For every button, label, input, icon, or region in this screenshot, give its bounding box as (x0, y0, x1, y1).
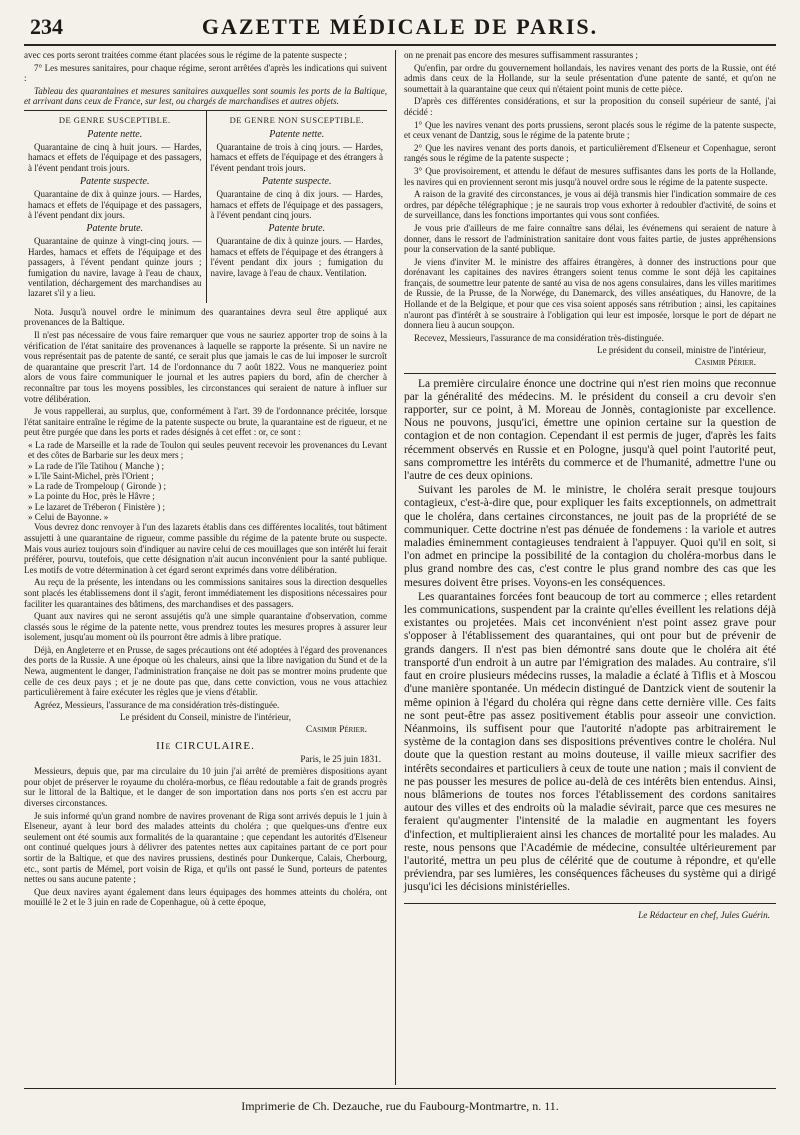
paragraph: avec ces ports seront traitées comme étant placées sous le régime de la patente suspecte ; (24, 50, 347, 60)
paragraph: Vous devrez donc renvoyer à l'un des lazarets établis dans ces différentes localités, tout bâtiment assujetti à une quarantaine de rigueur, comme passible du régime de la patente brute ou suspecte. Mais vous auriez toujours soin d'indiquer au navire celui de ces mouillages que son intérêt lui ferait préférer, pourvu, toutefois, que cette désignation n'ait aucun inconvénient pour la santé publique. Les motifs de votre détermination à cet égard seront exprimés dans votre délibération. (24, 522, 387, 575)
paragraph: Agréez, Messieurs, l'assurance de ma considération très-distinguée. (34, 699, 280, 710)
paragraph: 1° Que les navires venant des ports prussiens, seront placés sous le régime de la patente suspecte, et ceux venant de Dantzig, sous le régime de la patente brute ; (404, 119, 776, 141)
paragraph: La première circulaire énonce une doctrine qui n'est rien moins que reconnue par la généralité des médecins. M. le président du conseil a cru devoir s'en rapporter, sur ce point, à M. Moreau de Jonnès, contagioniste par excellence. Nous ne pouvons, jusqu'ici, émettre une opinion certaine sur la question de contagion et de non contagion. Cependant il est permis de juger, d'après les faits récemment observés en Russie et en Pologne, jusqu'à quel point l'autorité peut, sans compromettre les intérêts du commerce et de l'humanité, admettre l'une ou l'autre de ces deux opinions. (404, 377, 776, 483)
circular-date: Paris, le 25 juin 1831. (300, 753, 381, 764)
signature-title: Le président du conseil, ministre de l'intérieur, (597, 345, 766, 356)
paragraph: 7° Les mesures sanitaires, pour chaque régime, seront arrêtées d'après les indications qui suivent : (24, 62, 387, 84)
paragraph: on ne prenait pas encore des mesures suffisamment rassurantes ; (404, 50, 638, 60)
paragraph: Suivant les paroles de M. le ministre, le choléra serait presque toujours contagieux, c'est-à-dire que, pour expliquer les faits exceptionnels, on admettrait que le choléra, dans certaines circonstances, ne jouit pas de la propriété de se communiquer. Cette doctrine n'est pas dénuée de fondemens : la variole et autres maladies éminemment contagieuses tendraient à l'appuyer. Quoi qu'il en soit, si l'on admet en principe la possibilité de la contagion du choléra-morbus dans le plus grand nombre des cas, c'est contre le plus grand nombre des cas que les mesures doivent être prises. Voyons-en les conséquences. (404, 484, 776, 589)
table-header: DE GENRE SUSCEPTIBLE. (58, 114, 171, 125)
page-number: 234 (30, 14, 63, 39)
paragraph: Quant aux navires qui ne seront assujétis qu'à une simple quarantaine d'observation, comme classés sous le régime de la patente nette, vous prendrez toutes les mesures propres à assurer leur isolement, jusqu'au moment où ils pourront être admis à libre pratique. (24, 611, 387, 643)
table-cell: Quarantaine de trois à cinq jours. — Hardes, hamacs et effets de l'équipage et des étrangers à l'évent pendant trois jours. (210, 141, 383, 173)
table-subheader: Patente suspecte. (80, 176, 150, 188)
table-cell: Quarantaine de dix à quinze jours. — Hardes, hamacs et effets de l'équipage et des étrangers à l'évent pendant dix jours ; fumigation du navire, lavage à l'eau de chaux. Ventilation. (210, 236, 383, 278)
editor-signature-block (404, 903, 776, 921)
table-column-susceptible (24, 111, 206, 303)
journal-title: GAZETTE MÉDICALE DE PARIS. (201, 14, 599, 39)
table-subheader: Patente nette. (269, 128, 325, 140)
paragraph: Je vous rappellerai, au surplus, que, conformément à l'art. 39 de l'ordonnance précitée, lorsque l'état sanitaire entraîne le régime de la patente suspecte ou brute, la quarantaine est de rigueur, et ne peut être purgée que dans les ports et rades désignés à cet effet : or, ce sont : (24, 406, 387, 438)
editor-signature: Le Rédacteur en chef, Jules Guérin. (638, 909, 770, 920)
quote-line: » La rade de l'île Tatihou ( Manche ) ; (28, 460, 165, 471)
columns (24, 50, 776, 1085)
table-subheader: Patente brute. (86, 223, 144, 235)
table-cell: Quarantaine de cinq à dix jours. — Hardes, hamacs et effets de l'équipage et des passagers, à l'évent pendant cinq jours. (210, 189, 383, 220)
table-subheader: Patente suspecte. (262, 176, 332, 188)
table-header: DE GENRE NON SUSCEPTIBLE. (229, 114, 364, 125)
editorial-commentary (404, 378, 776, 895)
right-column (396, 50, 776, 1085)
left-column (24, 50, 396, 1085)
page-header (24, 10, 776, 46)
table-cell: Quarantaine de quinze à vingt-cinq jours. — Hardes, hamacs et effets de l'équipage et des passagers, à l'évent pendant quinze jours ; fumigation du navire, lavage à l'eau de chaux, ventilation, déchargement des marchandises au lazaret s'il y a lieu. (28, 236, 202, 299)
quarantine-table (24, 110, 387, 303)
signature-name: Casimir Périer. (305, 725, 367, 736)
quote-line: » Le lazaret de Tréberon ( Finistère ) ; (28, 501, 165, 512)
paragraph: Nota. Jusqu'à nouvel ordre le minimum des quarantaines devra seul être appliqué aux provenances de la Baltique. (24, 306, 387, 328)
paragraph: Je vous prie d'ailleurs de me faire connaître sans délai, les événemens qui seraient de nature à donner, dans le ressort de l'administration sanitaire dont vous faites partie, de justes appréhensions pour la conservation de la santé publique. (404, 222, 776, 255)
table-subheader: Patente nette. (87, 128, 143, 140)
paragraph: Je viens d'inviter M. le ministre des affaires étrangères, à donner des instructions pour que dorénavant les capitaines des navires étrangers soient tenus comme le sont déjà les capitaines français, de soumettre leur patente de santé au visa de nos agens consulaires, dans les villes maritimes de Russie, de la Prusse, de la Norwége, du Danemarck, des villes anséatiques, du Hanovre, de la Hollande et de la Belgique, et pour que ces visa soient apposés sans rétribution ; ainsi, les capitaines n'auront pas d'intérêt à se soustraire à l'obligation qui leur est imposée, lorsque le port de départ ne donnera lieu à aucun soupçon. (404, 256, 776, 331)
printer-footer: Imprimerie de Ch. Dezauche, rue du Faubourg-Montmartre, n. 11. (24, 1088, 776, 1114)
paragraph: A raison de la gravité des circonstances, je vous ai déjà transmis hier l'indication sommaire de ces ordres, par dépêche télégraphique ; je ne saurais trop vous exhorter à redoubler d'activité, de soins et de surveillance, dans les fonctions importantes qui vous sont confiées. (404, 189, 776, 221)
table-subheader: Patente brute. (268, 223, 326, 235)
signature-title: Le président du Conseil, ministre de l'intérieur, (120, 712, 291, 723)
table-cell: Quarantaine de cinq à huit jours. — Hardes, hamacs et effets de l'équipage et des passagers, à l'évent pendant trois jours. (28, 141, 202, 173)
table-column-non-susceptible (206, 111, 388, 303)
paragraph: Qu'enfin, par ordre du gouvernement hollandais, les navires venant des ports de la Russie, ont été admis dans ceux de la Hollande, sur la seule présentation d'une patente de santé, et qu'on ne soumettait à la quarantaine que ceux qui n'étaient point munis de cette pièce. (404, 62, 776, 94)
paragraph: D'après ces différentes considérations, et sur la proposition du conseil supérieur de santé, j'ai décidé : (404, 96, 776, 117)
divider (404, 373, 776, 374)
paragraph: Il n'est pas nécessaire de vous faire remarquer que vous ne sauriez apporter trop de soins à la vérification de l'état sanitaire des provenances à laquelle se rapporte la présente. Si un navire ne vous représentait pas de patente de santé, ce serait plus que jamais le cas de lui imposer le surcroît de quarantaine que prescrit l'art. 14 de l'ordonnance du 7 août 1822. Vous ne manqueriez point alors de vous faire communiquer le journal et les autres papiers du bord, afin de chercher à reconnaître par tous les moyens possibles, les circonstances qui seraient de nature à influer sur votre délibération. (24, 330, 387, 404)
paragraph: 2° Que les navires venant des ports danois, et particulièrement d'Elseneur et Copenhague, seront rangés sous le régime de la patente suspecte ; (404, 142, 776, 164)
signature-name: Casimir Périer. (694, 358, 756, 369)
paragraph: Recevez, Messieurs, l'assurance de ma considération très-distinguée. (414, 332, 664, 343)
quote-line: » La rade de Trompeloup ( Gironde ) ; (28, 481, 166, 492)
circular-title: IIe CIRCULAIRE. (156, 739, 255, 752)
paragraph: Messieurs, depuis que, par ma circulaire du 10 juin j'ai arrêté de premières dispositions ayant pour objet de préserver le royaume du choléra-morbus, ce fléau redoutable a fait de grands progrès sur le littoral de la Baltique, et le danger de son importation dans nos ports s'en est accru par diverses circonstances. (24, 766, 387, 808)
quote-line: » Celui de Bayonne. » (28, 512, 109, 523)
paragraph: 3° Que provisoirement, et attendu le défaut de mesures suffisantes dans les ports de la Hollande, les navires qui en proviennent seront mis jusqu'à nouvel ordre sous le régime de la patente suspecte. (404, 165, 776, 187)
paragraph: Au reçu de la présente, les intendans ou les commissions sanitaires sous la direction desquelles sont placés les établissemens dont il s'agit, feront immédiatement les dispositions nécessaires pour faciliter les quarantaines des bâtimens, des marchandises et des passagers. (24, 577, 387, 609)
paragraph: Que deux navires ayant également dans leurs équipages des hommes atteints du choléra, ont mouillé le 2 et le 3 juin en rade de Copenhague, où à cette époque, (24, 886, 387, 908)
quote-line: » La pointe du Hoc, près le Hâvre ; (28, 491, 155, 502)
paragraph: Je suis informé qu'un grand nombre de navires provenant de Riga sont arrivés depuis le 1 juin à Elseneur, ayant à leur bord des malades atteints du choléra ; que quelques-uns d'entre eux seulement ont été soumis aux formalités de la quarantaine ; que cependant les autorités d'Elseneur ont continué quelques jours à délivrer des patentes nettes aux capitaines partant de ce port pour sortir de la Baltique, et que des navires prussiens, destinés pour Dunkerque, Calais, Cherbourg, etc., sont partis de Mémel, port voisin de Riga, et qu'ils ont passé le Sund, porteurs de patentes nettes ou sans aucune patente ; (24, 810, 387, 885)
paragraph: Déjà, en Angleterre et en Prusse, de sages précautions ont été adoptées à l'égard des provenances des ports de la Russie. A une époque où les chaleurs, ainsi que la libre navigation du Sund et de la Newa, augmentent le danger, l'administration française ne doit pas se montrer moins prudente que celle de ces deux pays ; et je ne doute pas que, dans cette conviction, vous ne vous attachiez particulièrement à faire exécuter les règles que je viens d'établir. (24, 644, 387, 698)
quote-line: « La rade de Marseille et la rade de Toulon qui seules peuvent recevoir les provenances du Levant et des côtes de Barbarie sur les deux mers ; (28, 439, 387, 461)
quote-line: » L'île Saint-Michel, près l'Orient ; (28, 470, 154, 481)
paragraph: Les quarantaines forcées font beaucoup de tort au commerce ; elles retardent les communications, suspendent par la crainte qu'elles éveillent les relations déjà existantes ou projetées. Mais cet inconvénient n'est point assez grave pour s'opposer à l'établissement des quarantaines, qui ont pour but de prévenir de grands dangers. Il n'est pas bien démontré sans doute que le choléra ait été transporté d'un endroit à un autre par l'émigration des malades. Au contraire, s'il faut en croire plusieurs médecins russes, la maladie a éclaté à Tiflis et à Moscou d'une manière spontanée. Un médecin distingué de Dantzick vient de soutenir la même opinion à l'égard du choléra qui règne dans cette dernière ville. Ces faits ne sont peut-être pas assez positivement établis pour asseoir une conviction. Néanmoins, ils suffisent pour que l'autorité n'adopte pas arbitrairement le système de la contagion dans ses dispositions préventives contre le choléra. Nul doute que la question restant au moins douteuse, il vaille mieux sacrifier des intérêts secondaires et particuliers à ceux de toute une nation ; mais il convient de ne pas pousser les mesures de police au-delà de ces intérêts bien entendus. Ainsi, nous blâmerions de toutes nos forces l'établissement des cordons sanitaires autour des villes et des endroits où la maladie sévirait, parce que ces mesures ne feraient qu'augmenter l'intensité de la maladie en augmentant les foyers d'infection, et multiplieraient ainsi les chances de mortalité pour les malades. Au reste, nous pensons que l'Académie de médecine, consultée ultérieurement par l'autorité, mettra un peu plus de célérité que de coutume à répondre, et qu'elle préviendra, par ses lumières, les conséquences fâcheuses du système qui a dirigé jusqu'ici les décisions ministérielles. (404, 590, 776, 894)
table-cell: Quarantaine de dix à quinze jours. — Hardes, hamacs et effets de l'équipage et des passagers, à l'évent pendant dix jours. (28, 189, 202, 220)
table-caption: Tableau des quarantaines et mesures sanitaires auxquelles sont soumis les ports de la Baltique, et arrivant dans ceux de France, sur lest, ou chargés de marchandises et autres objets. (24, 85, 387, 107)
